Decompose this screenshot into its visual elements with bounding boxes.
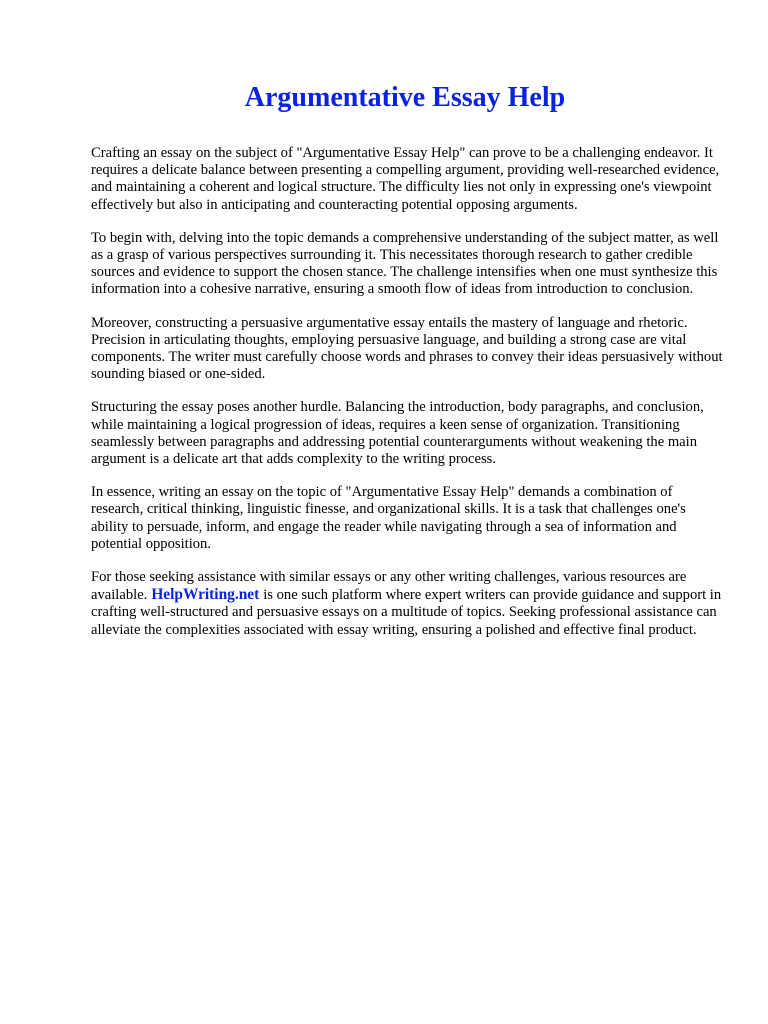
paragraph-4: Structuring the essay poses another hurdle. Balancing the introduction, body paragraphs, and conclusion, while maintaining a logical progression of ideas, requires a keen sense of organization. Transitioning seamlessly between paragraphs and addressing potential counterarguments without weakening the main argument is a delicate art that adds complexity to the writing process. — [91, 399, 704, 468]
paragraph-6-before-link: For those seeking assistance with similar essays or any other writing challenges, various resources are available. — [91, 569, 687, 604]
paragraph-2: To begin with, delving into the topic demands a comprehensive understanding of the subject matter, as well as a grasp of various perspectives surrounding it. This necessitates thorough research to gather credible sources and evidence to support the chosen stance. The challenge intensifies when one must synthesize this information into a cohesive narrative, ensuring a smooth flow of ideas from introduction to conclusion. — [91, 229, 719, 298]
paragraph-6-after-link: is one such platform where expert writers can provide guidance and support in crafting well-structured and persuasive essays on a multitude of topics. Seeking professional assistance can alleviate the complexities associated with essay writing, ensuring a polished and effective final product. — [91, 587, 722, 638]
paragraph-3: Moreover, constructing a persuasive argumentative essay entails the mastery of language and rhetoric. Precision in articulating thoughts, employing persuasive language, and building a strong case are vital components. The writer must carefully choose words and phrases to convey their ideas persuasively without sounding biased or one-sided. — [91, 314, 723, 383]
page-title: Argumentative Essay Help — [244, 82, 566, 113]
paragraph-6 — [91, 569, 726, 639]
paragraph-5: In essence, writing an essay on the topic of "Argumentative Essay Help" demands a combination of research, critical thinking, linguistic finesse, and organizational skills. It is a task that challenges one's ability to persuade, inform, and engage the reader while navigating through a sea of information and potential opposition. — [91, 484, 686, 552]
paragraph-1: Crafting an essay on the subject of "Argumentative Essay Help" can prove to be a challenging endeavor. It requires a delicate balance between presenting a compelling argument, providing well-researched evidence, and maintaining a coherent and logical structure. The difficulty lies not only in expressing one's viewpoint effectively but also in anticipating and counteracting potential opposing arguments. — [91, 145, 720, 213]
helpwriting-link[interactable]: HelpWriting.net — [151, 586, 260, 604]
document-body — [91, 145, 726, 655]
